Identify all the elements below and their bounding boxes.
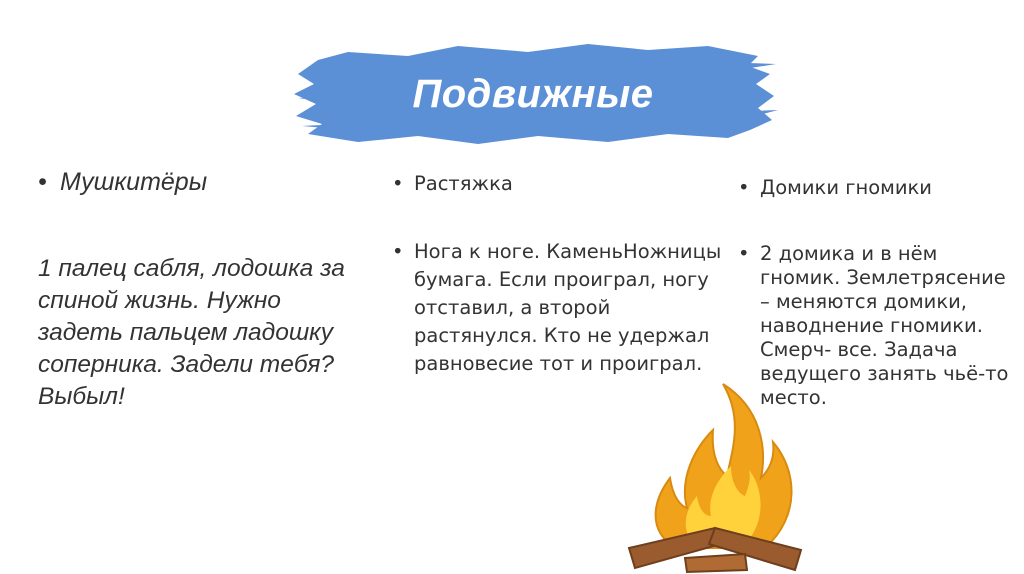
column-heading: Домики гномики [760,176,932,199]
bullet: • [38,168,47,196]
bullet: • [738,176,750,199]
bullet: • [738,242,750,265]
column-text: 2 домика и в нём гномик. Землетрясение – меняются домики, наводнение гномики. Смерч- все. Задача ведущего занять чьё-то место. [760,242,1009,409]
column-heading: Мушкитёры [60,168,208,196]
bullet: • [392,172,404,195]
bullet: • [392,240,404,263]
page-title: Подвижные [412,71,654,116]
column-stretch [392,170,722,378]
column-musketeers [38,168,368,413]
column-gnome-houses [738,176,1018,410]
column-text: 1 палец сабля, лодошка за спиной жизнь. Нужно задеть пальцем ладошку соперника. Задели тебя? Выбыл! [38,255,345,410]
column-heading: Растяжка [414,172,513,195]
title-banner [288,38,778,150]
column-text: Нога к ноге. КаменьНожницы бумага. Если проиграл, ногу отставил, а второй растянулся. Кто не удержал равновесие тот и проиграл. [414,240,722,375]
campfire-icon [615,378,815,574]
